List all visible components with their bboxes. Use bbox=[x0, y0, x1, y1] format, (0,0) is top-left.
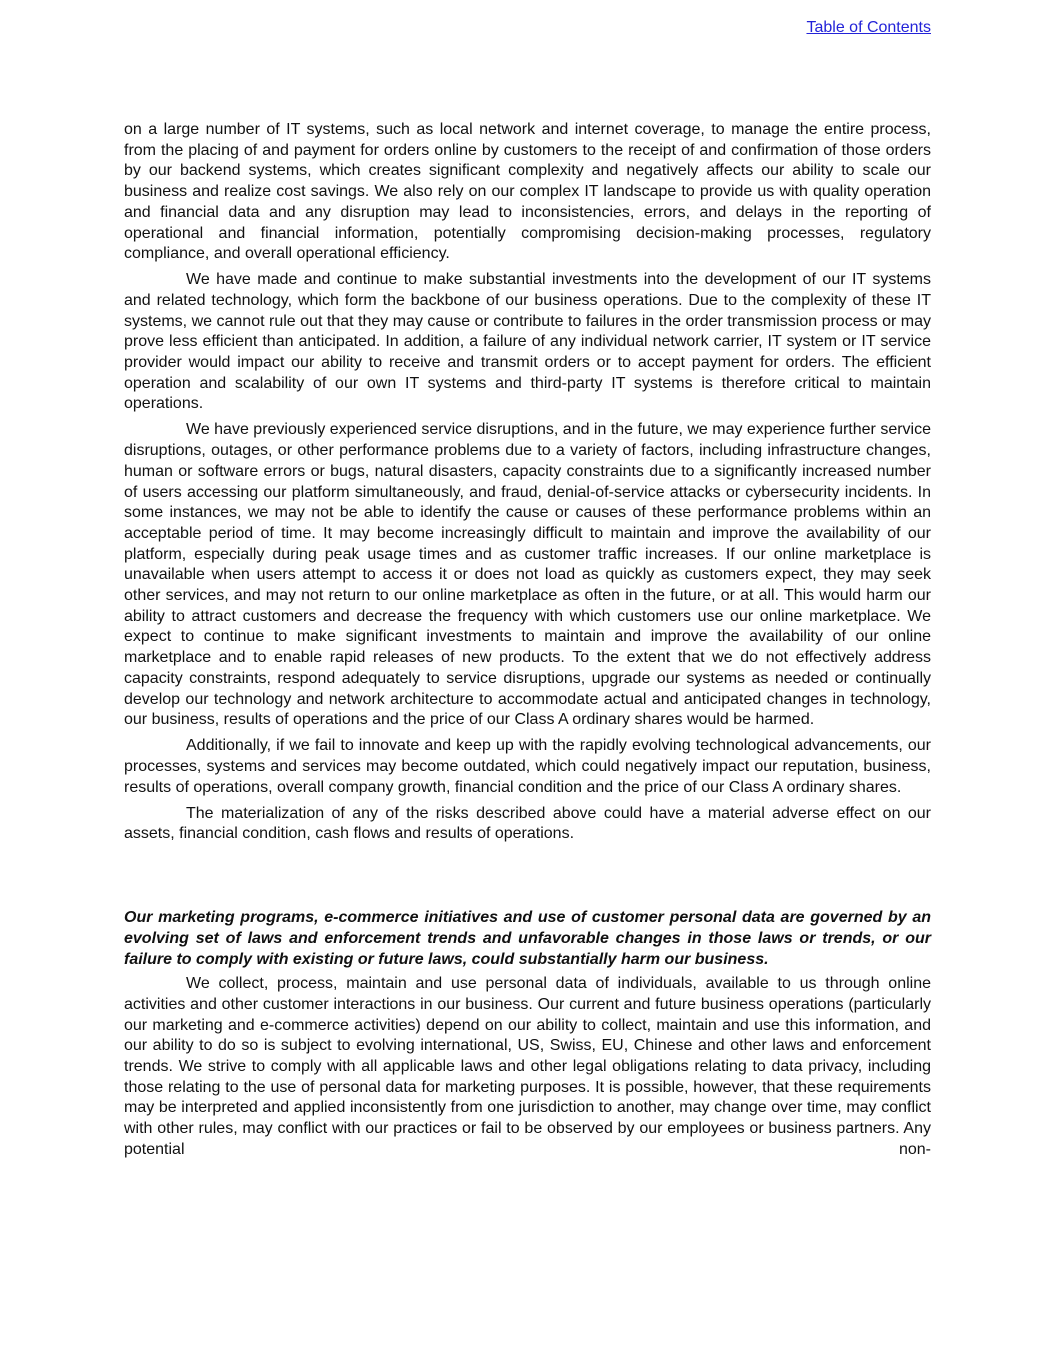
section-heading: Our marketing programs, e-commerce initiatives and use of customer personal data are governed by an evolving set of laws and enforcement trends and unfavorable changes in those laws or trends, or our failure to comply with existing or future laws, could substantially harm our business. bbox=[124, 909, 931, 968]
paragraph: Additionally, if we fail to innovate and keep up with the rapidly evolving technological advancements, our processes, systems and services may become outdated, which could negatively impact our reputation, business, results of operations, overall company growth, financial condition and the price of our Class A ordinary shares. bbox=[124, 737, 931, 796]
paragraph: We have previously experienced service disruptions, and in the future, we may experience further service disruptions, outages, or other performance problems due to a variety of factors, including infrastructure changes, human or software errors or bugs, natural disasters, capacity constraints due to a significantly increased number of users accessing our platform simultaneously, and fraud, denial-of-service attacks or cybersecurity incidents. In some instances, we may not be able to identify the cause or causes of these performance problems within an acceptable period of time. It may become increasingly difficult to maintain and improve the availability of our platform, especially during peak usage times and as customer traffic increases. If our online marketplace is unavailable when users attempt to access it or does not load as quickly as customers expect, they may seek other services, and may not return to our online marketplace as often in the future, or at all. This would harm our ability to attract customers and decrease the frequency with which customers use our online marketplace. We expect to continue to make significant investments to maintain and improve the availability of our online marketplace and to enable rapid releases of new products. To the extent that we do not effectively address capacity constraints, respond adequately to service disruptions, upgrade our systems as needed or continually develop our technology and network architecture to accommodate actual and anticipated changes in technology, our business, results of operations and the price of our Class A ordinary shares would be harmed. bbox=[124, 421, 931, 729]
document-body bbox=[124, 120, 931, 1166]
paragraph: We have made and continue to make substantial investments into the development of our IT systems and related technology, which form the backbone of our business operations. Due to the complexity of these IT systems, we cannot rule out that they may cause or contribute to failures in the order transmission process or may prove less efficient than anticipated. In addition, a failure of any individual network carrier, IT system or IT service provider would impact our ability to receive and transmit orders or to accept payment for orders. The efficient operation and scalability of our own IT systems and third-party IT systems is therefore critical to maintain operations. bbox=[124, 271, 931, 413]
paragraph: on a large number of IT systems, such as local network and internet coverage, to manage the entire process, from the placing of and payment for orders online by customers to the receipt of and confirmation of those orders by our backend systems, which creates significant complexity and negatively affects our ability to scale our business and realize cost savings. We also rely on our complex IT landscape to provide us with quality operation and financial data and any disruption may lead to inconsistencies, errors, and delays in the reporting of operational and financial information, potentially compromising decision-making processes, regulatory compliance, and overall operational efficiency. bbox=[124, 121, 931, 263]
paragraph: We collect, process, maintain and use personal data of individuals, available to us through online activities and other customer interactions in our business. Our current and future business operations (particularly our marketing and e-commerce activities) depend on our ability to collect, maintain and use this information, and our ability to do so is subject to evolving international, US, Swiss, EU, Chinese and other laws and enforcement trends. We strive to comply with all applicable laws and other legal obligations relating to data privacy, including those relating to the use of personal data for marketing purposes. It is possible, however, that these requirements may be interpreted and applied inconsistently from one jurisdiction to another, may change over time, may conflict with other rules, may conflict with our practices or fail to be observed by our employees or business partners. Any potential non- bbox=[124, 975, 931, 1158]
table-of-contents-link[interactable]: Table of Contents bbox=[806, 19, 931, 36]
paragraph: The materialization of any of the risks described above could have a material adverse effect on our assets, financial condition, cash flows and results of operations. bbox=[124, 804, 931, 843]
